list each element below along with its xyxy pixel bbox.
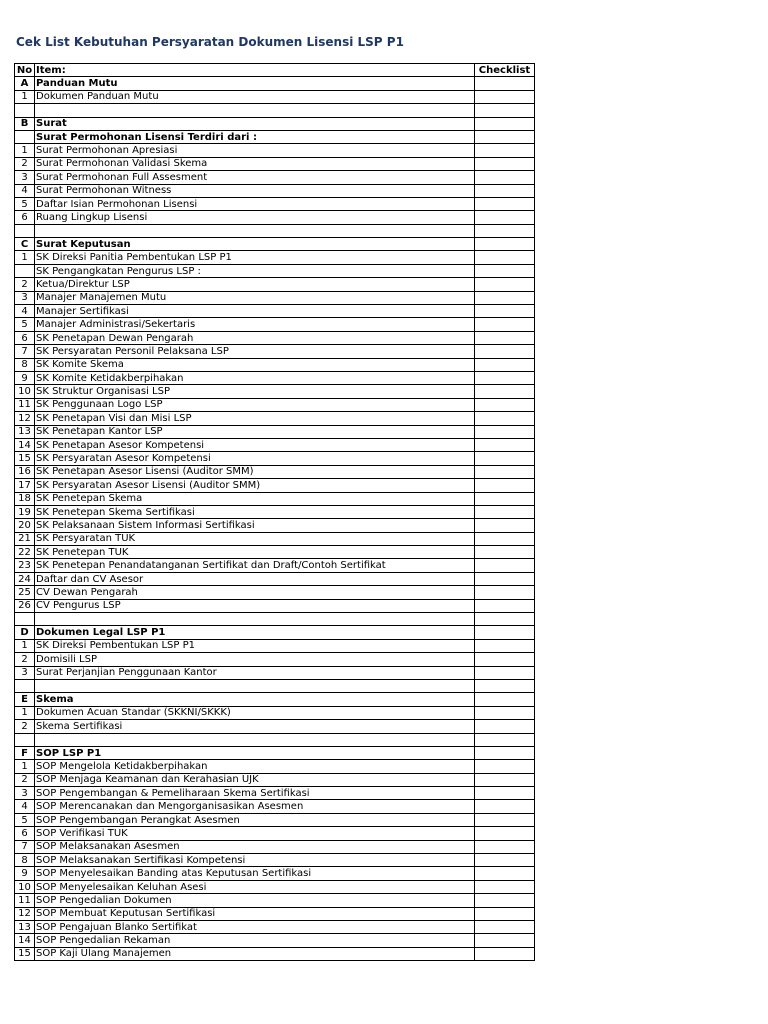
row-item: SOP Pengedalian Rekaman (35, 934, 475, 947)
checklist-cell[interactable] (475, 77, 535, 90)
row-number: 14 (15, 934, 35, 947)
row-number: 9 (15, 371, 35, 384)
table-row (15, 599, 535, 612)
table-row (15, 358, 535, 371)
table-row (15, 867, 535, 880)
spacer-row (15, 104, 535, 117)
table-row (15, 184, 535, 197)
header-checklist: Checklist (475, 64, 535, 77)
row-number (15, 733, 35, 746)
row-number (15, 224, 35, 237)
table-row (15, 854, 535, 867)
table-row (15, 773, 535, 786)
table-row (15, 171, 535, 184)
row-item: Manajer Sertifikasi (35, 305, 475, 318)
row-item: SK Direksi Panitia Pembentukan LSP P1 (35, 251, 475, 264)
row-number: 2 (15, 720, 35, 733)
row-number: 10 (15, 385, 35, 398)
checklist-cell[interactable] (475, 679, 535, 692)
header-no: No (15, 64, 35, 77)
row-number: 1 (15, 251, 35, 264)
checklist-cell[interactable] (475, 572, 535, 585)
row-number: 22 (15, 546, 35, 559)
table-row (15, 211, 535, 224)
checklist-cell[interactable] (475, 867, 535, 880)
row-item: SK Persyaratan Asesor Lisensi (Auditor SMM) (35, 479, 475, 492)
checklist-cell[interactable] (475, 479, 535, 492)
checklist-cell[interactable] (475, 907, 535, 920)
row-item: Dokumen Acuan Standar (SKKNI/SKKK) (35, 706, 475, 719)
table-row (15, 305, 535, 318)
row-number: 6 (15, 211, 35, 224)
row-item: SOP Pengembangan & Pemeliharaan Skema Sertifikasi (35, 787, 475, 800)
row-item: Dokumen Legal LSP P1 (35, 626, 475, 639)
table-row (15, 452, 535, 465)
table-row (15, 532, 535, 545)
table-row (15, 291, 535, 304)
checklist-cell[interactable] (475, 800, 535, 813)
checklist-cell[interactable] (475, 104, 535, 117)
checklist-cell[interactable] (475, 666, 535, 679)
row-number: 3 (15, 291, 35, 304)
row-item: Surat (35, 117, 475, 130)
checklist-cell[interactable] (475, 224, 535, 237)
table-row (15, 425, 535, 438)
checklist-cell[interactable] (475, 559, 535, 572)
row-item: Ruang Lingkup Lisensi (35, 211, 475, 224)
table-row (15, 251, 535, 264)
checklist-cell[interactable] (475, 197, 535, 210)
table-row (15, 894, 535, 907)
checklist-cell[interactable] (475, 144, 535, 157)
table-row (15, 840, 535, 853)
section-row (15, 117, 535, 130)
row-number: D (15, 626, 35, 639)
row-number: 5 (15, 197, 35, 210)
row-item: SK Penggunaan Logo LSP (35, 398, 475, 411)
row-number: 1 (15, 144, 35, 157)
table-row (15, 398, 535, 411)
row-item: SOP Verifikasi TUK (35, 827, 475, 840)
section-row (15, 746, 535, 759)
row-number: 20 (15, 519, 35, 532)
table-row (15, 947, 535, 960)
row-item: CV Dewan Pengarah (35, 586, 475, 599)
table-row (15, 465, 535, 478)
checklist-cell[interactable] (475, 157, 535, 170)
row-number: F (15, 746, 35, 759)
row-item: SOP Menjaga Keamanan dan Kerahasian UJK (35, 773, 475, 786)
table-row (15, 813, 535, 826)
checklist-cell[interactable] (475, 773, 535, 786)
row-number: 2 (15, 157, 35, 170)
checklist-cell[interactable] (475, 331, 535, 344)
row-item: SOP Melaksanakan Asesmen (35, 840, 475, 853)
row-item: Surat Permohonan Witness (35, 184, 475, 197)
checklist-cell[interactable] (475, 947, 535, 960)
row-number: 19 (15, 505, 35, 518)
table-row (15, 706, 535, 719)
checklist-cell[interactable] (475, 653, 535, 666)
table-row (15, 331, 535, 344)
row-number: 11 (15, 398, 35, 411)
row-number: 4 (15, 800, 35, 813)
row-number: 5 (15, 318, 35, 331)
row-number: 4 (15, 305, 35, 318)
table-row (15, 130, 535, 143)
table-row (15, 505, 535, 518)
checklist-cell[interactable] (475, 519, 535, 532)
row-number: 8 (15, 854, 35, 867)
checklist-cell[interactable] (475, 385, 535, 398)
checklist-cell[interactable] (475, 117, 535, 130)
row-number (15, 264, 35, 277)
row-item: Dokumen Panduan Mutu (35, 90, 475, 103)
row-number: E (15, 693, 35, 706)
table-row (15, 934, 535, 947)
row-number: 1 (15, 706, 35, 719)
row-item: SK Penetapan Asesor Kompetensi (35, 438, 475, 451)
row-item: CV Pengurus LSP (35, 599, 475, 612)
row-number: 15 (15, 947, 35, 960)
row-item: Surat Keputusan (35, 238, 475, 251)
table-row (15, 666, 535, 679)
table-row (15, 880, 535, 893)
table-row (15, 907, 535, 920)
row-number: 3 (15, 171, 35, 184)
row-item: SK Persyaratan Personil Pelaksana LSP (35, 345, 475, 358)
row-item: SOP LSP P1 (35, 746, 475, 759)
row-number: 15 (15, 452, 35, 465)
section-row (15, 77, 535, 90)
table-row (15, 921, 535, 934)
table-row (15, 800, 535, 813)
checklist-cell[interactable] (475, 130, 535, 143)
row-item: SOP Melaksanakan Sertifikasi Kompetensi (35, 854, 475, 867)
row-item: SK Pengangkatan Pengurus LSP : (35, 264, 475, 277)
checklist-cell[interactable] (475, 532, 535, 545)
table-row (15, 90, 535, 103)
checklist-cell[interactable] (475, 546, 535, 559)
row-item: SK Komite Ketidakberpihakan (35, 371, 475, 384)
checklist-cell[interactable] (475, 840, 535, 853)
row-number: 10 (15, 880, 35, 893)
row-number: 7 (15, 345, 35, 358)
row-item: SOP Merencanakan dan Mengorganisasikan Asesmen (35, 800, 475, 813)
row-item (35, 613, 475, 626)
row-number: 26 (15, 599, 35, 612)
spacer-row (15, 733, 535, 746)
row-item: Surat Permohonan Apresiasi (35, 144, 475, 157)
row-item: SOP Pengajuan Blanko Sertifikat (35, 921, 475, 934)
checklist-cell[interactable] (475, 639, 535, 652)
checklist-cell[interactable] (475, 492, 535, 505)
row-item: SK Penetepan Skema (35, 492, 475, 505)
row-item: SOP Mengelola Ketidakberpihakan (35, 760, 475, 773)
checklist-cell[interactable] (475, 412, 535, 425)
row-number (15, 104, 35, 117)
checklist-cell[interactable] (475, 90, 535, 103)
row-number: 24 (15, 572, 35, 585)
row-item: Manajer Manajemen Mutu (35, 291, 475, 304)
row-item: SK Penetapan Visi dan Misi LSP (35, 412, 475, 425)
checklist-cell[interactable] (475, 586, 535, 599)
header-item: Item: (35, 64, 475, 77)
table-row (15, 278, 535, 291)
checklist-cell[interactable] (475, 746, 535, 759)
row-item: Skema Sertifikasi (35, 720, 475, 733)
table-row (15, 639, 535, 652)
row-number: 9 (15, 867, 35, 880)
row-item: SK Pelaksanaan Sistem Informasi Sertifikasi (35, 519, 475, 532)
row-number: 5 (15, 813, 35, 826)
checklist-cell[interactable] (475, 305, 535, 318)
table-row (15, 559, 535, 572)
checklist-cell[interactable] (475, 278, 535, 291)
table-row (15, 345, 535, 358)
row-item: Surat Permohonan Full Assesment (35, 171, 475, 184)
checklist-cell[interactable] (475, 211, 535, 224)
table-row (15, 371, 535, 384)
row-item: Manajer Administrasi/Sekertaris (35, 318, 475, 331)
row-number: C (15, 238, 35, 251)
row-number: 12 (15, 412, 35, 425)
table-row (15, 572, 535, 585)
checklist-cell[interactable] (475, 827, 535, 840)
row-item: Domisili LSP (35, 653, 475, 666)
row-item: SOP Pengembangan Perangkat Asesmen (35, 813, 475, 826)
row-item: SOP Menyelesaikan Keluhan Asesi (35, 880, 475, 893)
checklist-cell[interactable] (475, 452, 535, 465)
section-row (15, 626, 535, 639)
row-number: 1 (15, 760, 35, 773)
checklist-cell[interactable] (475, 760, 535, 773)
row-number: 25 (15, 586, 35, 599)
checklist-cell[interactable] (475, 599, 535, 612)
row-item: Surat Permohonan Validasi Skema (35, 157, 475, 170)
checklist-cell[interactable] (475, 438, 535, 451)
row-item: SK Penetepan TUK (35, 546, 475, 559)
row-item: SK Penetapan Asesor Lisensi (Auditor SMM) (35, 465, 475, 478)
checklist-cell[interactable] (475, 291, 535, 304)
spacer-row (15, 679, 535, 692)
row-number: 2 (15, 653, 35, 666)
checklist-cell[interactable] (475, 733, 535, 746)
document-title: Cek List Kebutuhan Persyaratan Dokumen Lisensi LSP P1 (16, 35, 404, 49)
row-item: Panduan Mutu (35, 77, 475, 90)
section-row (15, 693, 535, 706)
checklist-cell[interactable] (475, 184, 535, 197)
checklist-cell[interactable] (475, 358, 535, 371)
row-item: Ketua/Direktur LSP (35, 278, 475, 291)
row-number: 1 (15, 639, 35, 652)
row-number (15, 130, 35, 143)
row-item (35, 224, 475, 237)
row-number: 3 (15, 787, 35, 800)
table-row (15, 519, 535, 532)
row-number: A (15, 77, 35, 90)
row-number: 6 (15, 827, 35, 840)
table-row (15, 144, 535, 157)
row-number: 7 (15, 840, 35, 853)
checklist-cell[interactable] (475, 921, 535, 934)
row-item: Daftar Isian Permohonan Lisensi (35, 197, 475, 210)
table-row (15, 720, 535, 733)
row-number: 12 (15, 907, 35, 920)
row-item: SOP Kaji Ulang Manajemen (35, 947, 475, 960)
table-row (15, 479, 535, 492)
spacer-row (15, 613, 535, 626)
checklist-cell[interactable] (475, 787, 535, 800)
spacer-row (15, 224, 535, 237)
row-item: SK Persyaratan Asesor Kompetensi (35, 452, 475, 465)
row-number: 14 (15, 438, 35, 451)
row-number: 18 (15, 492, 35, 505)
checklist-table (14, 63, 535, 961)
checklist-cell[interactable] (475, 693, 535, 706)
table-row (15, 412, 535, 425)
table-row (15, 546, 535, 559)
checklist-cell[interactable] (475, 425, 535, 438)
checklist-cell[interactable] (475, 813, 535, 826)
table-row (15, 438, 535, 451)
row-number: 4 (15, 184, 35, 197)
checklist-cell[interactable] (475, 894, 535, 907)
row-item (35, 679, 475, 692)
table-row (15, 760, 535, 773)
row-item: SOP Pengedalian Dokumen (35, 894, 475, 907)
row-item: Surat Permohonan Lisensi Terdiri dari : (35, 130, 475, 143)
row-number: 8 (15, 358, 35, 371)
row-item (35, 104, 475, 117)
row-number: 2 (15, 773, 35, 786)
checklist-cell[interactable] (475, 720, 535, 733)
checklist-cell[interactable] (475, 251, 535, 264)
checklist-cell[interactable] (475, 264, 535, 277)
checklist-cell[interactable] (475, 934, 535, 947)
checklist-cell[interactable] (475, 626, 535, 639)
row-number: 23 (15, 559, 35, 572)
table-row (15, 385, 535, 398)
checklist-cell[interactable] (475, 345, 535, 358)
checklist-cell[interactable] (475, 880, 535, 893)
table-row (15, 787, 535, 800)
row-item: SK Penetepan Skema Sertifikasi (35, 505, 475, 518)
checklist-cell[interactable] (475, 318, 535, 331)
row-item: SK Direksi Pembentukan LSP P1 (35, 639, 475, 652)
table-row (15, 586, 535, 599)
row-number: 16 (15, 465, 35, 478)
checklist-cell[interactable] (475, 465, 535, 478)
checklist-cell[interactable] (475, 171, 535, 184)
table-row (15, 827, 535, 840)
table-row (15, 492, 535, 505)
row-item: SK Struktur Organisasi LSP (35, 385, 475, 398)
row-number: 3 (15, 666, 35, 679)
row-number: 6 (15, 331, 35, 344)
row-item: Skema (35, 693, 475, 706)
row-item (35, 733, 475, 746)
row-item: SK Penetapan Dewan Pengarah (35, 331, 475, 344)
checklist-cell[interactable] (475, 706, 535, 719)
row-item: SK Komite Skema (35, 358, 475, 371)
row-item: SOP Membuat Keputusan Sertifikasi (35, 907, 475, 920)
row-number: 2 (15, 278, 35, 291)
row-number: 13 (15, 425, 35, 438)
row-number: 17 (15, 479, 35, 492)
table-row (15, 318, 535, 331)
row-item: Daftar dan CV Asesor (35, 572, 475, 585)
row-item: Surat Perjanjian Penggunaan Kantor (35, 666, 475, 679)
checklist-cell[interactable] (475, 613, 535, 626)
row-number: 11 (15, 894, 35, 907)
checklist-cell[interactable] (475, 505, 535, 518)
checklist-cell[interactable] (475, 398, 535, 411)
row-number: B (15, 117, 35, 130)
checklist-cell[interactable] (475, 854, 535, 867)
table-row (15, 157, 535, 170)
row-number (15, 613, 35, 626)
row-number: 21 (15, 532, 35, 545)
table-row (15, 197, 535, 210)
table-header-row (15, 64, 535, 77)
row-number: 13 (15, 921, 35, 934)
table-row (15, 653, 535, 666)
row-item: SK Penetepan Penandatanganan Sertifikat dan Draft/Contoh Sertifikat (35, 559, 475, 572)
row-number: 1 (15, 90, 35, 103)
section-row (15, 238, 535, 251)
row-item: SK Penetapan Kantor LSP (35, 425, 475, 438)
checklist-cell[interactable] (475, 238, 535, 251)
row-number (15, 679, 35, 692)
checklist-cell[interactable] (475, 371, 535, 384)
table-row (15, 264, 535, 277)
row-item: SK Persyaratan TUK (35, 532, 475, 545)
row-item: SOP Menyelesaikan Banding atas Keputusan Sertifikasi (35, 867, 475, 880)
